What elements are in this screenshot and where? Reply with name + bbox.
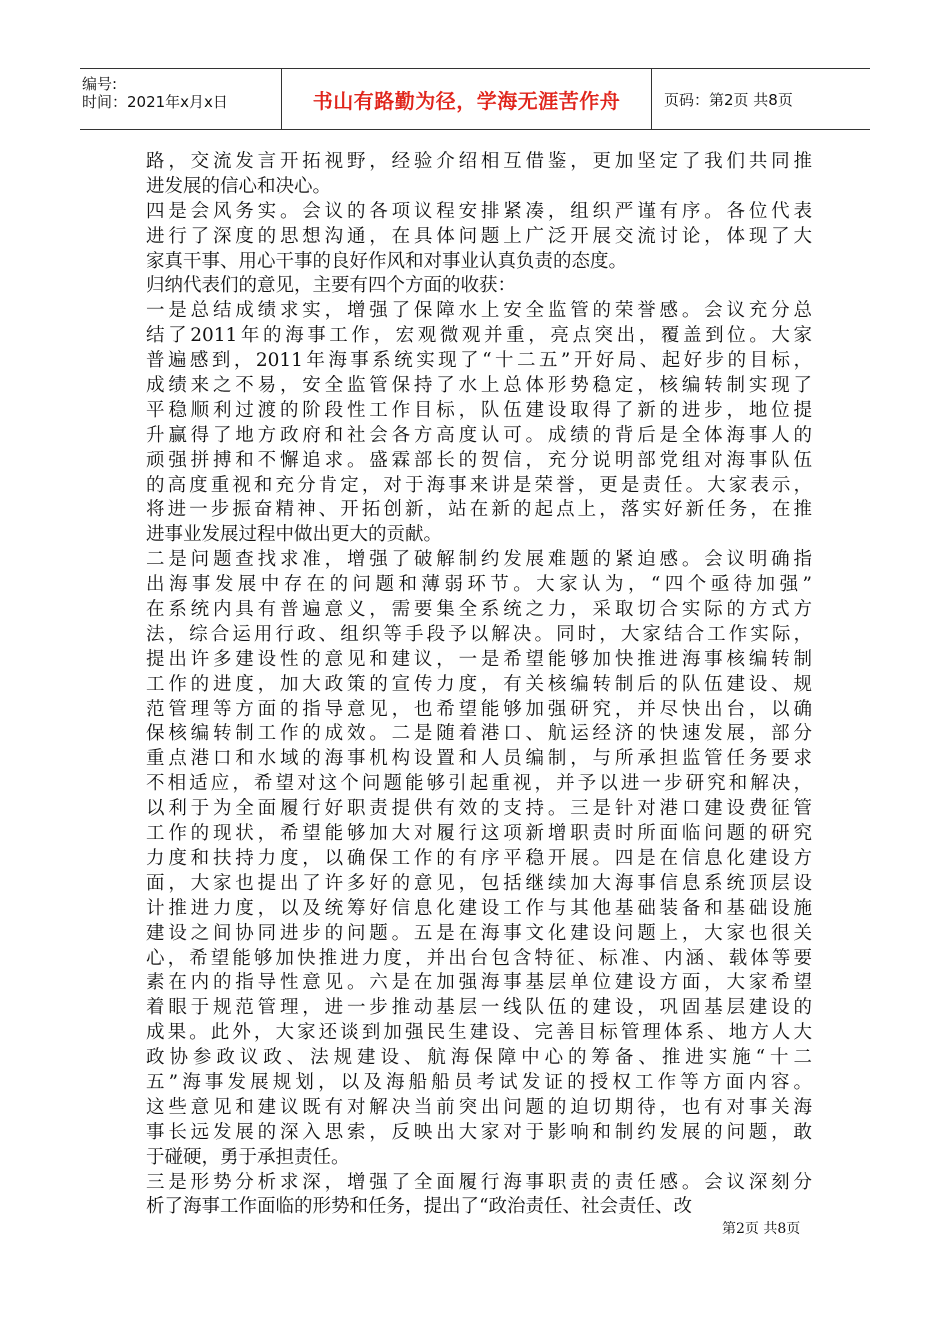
page-header xyxy=(80,68,870,130)
header-page-info: 页码：第2页 共8页 xyxy=(664,90,793,109)
header-meta xyxy=(80,69,282,129)
body-text-line: 事长远发展的深入思索，反映出大家对于影响和制约发展的问题，敢 xyxy=(146,1121,812,1143)
page-footer: 第2页 共8页 xyxy=(722,1221,801,1237)
body-text-line: 的高度重视和充分肯定，对于海事来讲是荣誉，更是责任。大家表示， xyxy=(146,474,812,496)
header-motto: 书山有路勤为径，学海无涯苦作舟 xyxy=(312,88,621,113)
body-text-line: 心，希望能够加快推进力度，并出台包含特征、标准、内涵、载体等要 xyxy=(146,947,812,969)
body-text-line: 成果。此外，大家还谈到加强民生建设、完善目标管理体系、地方人大 xyxy=(146,1022,812,1044)
body-text-line: 以利于为全面履行好职责提供有效的支持。三是针对港口建设费征管 xyxy=(146,798,812,820)
header-page-info-cell xyxy=(652,69,870,129)
body-text-line: 计推进力度，以及统筹好信息化建设工作与其他基础装备和基础设施 xyxy=(146,897,812,919)
body-text-line: 顽强拼搏和不懈追求。盛霖部长的贺信，充分说明部党组对海事队伍 xyxy=(146,449,812,471)
body-text-line: 工作的进度，加大政策的宣传力度，有关核编转制后的队伍建设、规 xyxy=(146,673,812,695)
body-text-line: 出海事发展中存在的问题和薄弱环节。大家认为，“四个亟待加强” xyxy=(146,574,812,596)
body-text-line: 建设之间协同进步的问题。五是在海事文化建设问题上，大家也很关 xyxy=(146,922,812,944)
body-text-line: 在系统内具有普遍意义，需要集全系统之力，采取切合实际的方式方 xyxy=(146,599,812,621)
body-text-line: 一是总结成绩求实，增强了保障水上安全监管的荣誉感。会议充分总 xyxy=(146,300,812,322)
body-text-line: 进发展的信心和决心。 xyxy=(146,175,332,197)
body-text-line: 二是问题查找求准，增强了破解制约发展难题的紧迫感。会议明确指 xyxy=(146,549,812,571)
header-motto-cell xyxy=(282,69,652,129)
body-text-line: 进事业发展过程中做出更大的贡献。 xyxy=(146,524,443,546)
body-text-line: 析了海事工作面临的形势和任务，提出了“政治责任、社会责任、改 xyxy=(146,1196,692,1218)
body-text-line: 成绩来之不易，安全监管保持了水上总体形势稳定，核编转制实现了 xyxy=(146,375,812,397)
body-text-line: 政协参政议政、法规建设、航海保障中心的筹备、推进实施“十二 xyxy=(146,1047,812,1069)
body-text-line: 五”海事发展规划，以及海船船员考试发证的授权工作等方面内容。 xyxy=(146,1071,812,1093)
body-text-line: 结了2011年的海事工作，宏观微观并重，亮点突出，覆盖到位。大家 xyxy=(146,325,812,347)
body-text-line: 于碰硬，勇于承担责任。 xyxy=(146,1146,350,1168)
body-text-line: 法，综合运用行政、组织等手段予以解决。同时，大家结合工作实际， xyxy=(146,623,812,645)
body-text-line: 家真干事、用心干事的良好作风和对事业认真负责的态度。 xyxy=(146,250,628,272)
body-text-line: 保核编转制工作的成效。二是随着港口、航运经济的快速发展，部分 xyxy=(146,723,812,745)
body-text-line: 平稳顺利过渡的阶段性工作目标，队伍建设取得了新的进步，地位提 xyxy=(146,399,812,421)
body-text-line: 不相适应，希望对这个问题能够引起重视，并予以进一步研究和解决， xyxy=(146,773,812,795)
body-text-line: 普遍感到，2011年海事系统实现了“十二五”开好局、起好步的目标， xyxy=(146,350,812,372)
body-text-line: 这些意见和建议既有对解决当前突出问题的迫切期待，也有对事关海 xyxy=(146,1096,812,1118)
body-text-line: 升赢得了地方政府和社会各方高度认可。成绩的背后是全体海事人的 xyxy=(146,424,812,446)
date-label: 时间：2021年x月x日 xyxy=(82,93,228,111)
body-text-line: 提出许多建设性的意见和建议，一是希望能够加快推进海事核编转制 xyxy=(146,648,812,670)
body-text-line: 力度和扶持力度，以确保工作的有序平稳开展。四是在信息化建设方 xyxy=(146,847,812,869)
body-text-line: 路，交流发言开拓视野，经验介绍相互借鉴，更加坚定了我们共同推 xyxy=(146,151,812,172)
body-text-line: 素在内的指导性意见。六是在加强海事基层单位建设方面，大家希望 xyxy=(146,972,812,994)
body-text-line: 四是会风务实。会议的各项议程安排紧凑，组织严谨有序。各位代表 xyxy=(146,200,812,222)
serial-number-label: 编号: xyxy=(82,75,118,93)
body-text-line: 归纳代表们的意见，主要有四个方面的收获： xyxy=(146,275,517,297)
body-text-line: 进行了深度的思想沟通，在具体问题上广泛开展交流讨论，体现了大 xyxy=(146,225,812,247)
body-text-line: 着眼于规范管理，进一步推动基层一线队伍的建设，巩固基层建设的 xyxy=(146,997,812,1019)
body-text-line: 面，大家也提出了许多好的意见，包括继续加大海事信息系统顶层设 xyxy=(146,872,812,894)
body-text-line: 重点港口和水域的海事机构设置和人员编制，与所承担监管任务要求 xyxy=(146,748,812,770)
document-body xyxy=(146,150,812,1220)
body-text-line: 工作的现状，希望能够加大对履行这项新增职责时所面临问题的研究 xyxy=(146,823,812,845)
body-text-line: 将进一步振奋精神、开拓创新，站在新的起点上，落实好新任务，在推 xyxy=(146,499,812,521)
body-text-line: 范管理等方面的指导意见，也希望能够加强研究，并尽快出台，以确 xyxy=(146,698,812,720)
body-text-line: 三是形势分析求深，增强了全面履行海事职责的责任感。会议深刻分 xyxy=(146,1171,812,1193)
